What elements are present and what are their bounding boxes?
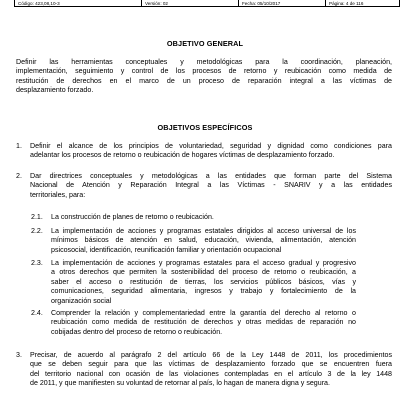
- general-objective-text: [16, 58, 392, 96]
- subitem-line: saber el acceso o restitución de tierras, los servicios públicos básicos, vías y: [51, 277, 356, 286]
- subitem-line: La implementación de acciones y programas estatales para el acceso gradual y progresivo: [51, 259, 356, 267]
- subitem-line: a otros derechos que permiten la sostenibilidad del proceso de retorno o reubicación, a: [51, 268, 356, 277]
- item-line: Definir el alcance de los principios de voluntariedad, seguridad y dignidad como condiciones para: [30, 142, 392, 150]
- header-page: Página: 4 de 116: [326, 0, 400, 7]
- specific-objective-2: [30, 172, 392, 200]
- subitem-line: organización social: [51, 296, 112, 305]
- subitem-line: mínimos básicos de atención en salud, educación, vivienda, alimentación, atención: [51, 236, 356, 245]
- subitem-line: cobijadas dentro del proceso de retorno o reubicación.: [51, 327, 223, 336]
- subitem-number: 2.1.: [31, 213, 43, 221]
- specific-objectives-title: OBJETIVOS ESPECÍFICOS: [157, 123, 253, 132]
- general-line: implementación, seguimiento y control de los procesos de retorno y reubicación como medida de: [16, 67, 392, 76]
- item-line: territoriales, para:: [30, 190, 86, 199]
- item-line: Precisar, de acuerdo al parágrafo 2 del artículo 66 de la Ley 1448 de 2011, los procedimientos: [30, 351, 392, 359]
- item-number: 3.: [16, 351, 22, 359]
- item-line: Dar directrices conceptuales y metodológicas a las entidades que forman parte del Sistema: [30, 172, 392, 180]
- subitem-line: Comprender la relación y complementariedad entre la garantía del derecho al retorno o: [51, 309, 356, 317]
- specific-objective-3: [30, 351, 392, 389]
- item-line: Nacional de Atención y Reparación Integral a las Víctimas - SNARIV y a las entidades: [30, 181, 392, 190]
- subitem-2-1: [51, 213, 356, 222]
- item-line: adelantar los procesos de retorno o reubicación de hogares víctimas de desplazamiento forzado.: [30, 151, 335, 160]
- subitem-2-2: [51, 227, 356, 255]
- subitem-2-3: [51, 259, 356, 306]
- subitem-line: La implementación de acciones y programas estatales dirigidos al acceso universal de los: [51, 227, 356, 235]
- subitem-line: reubicación como medida de restitución de derechos y otras medidas de reparación no: [51, 318, 356, 327]
- subitem-line: psicosocial, identificación, reunificación familiar y orientación ocupacional: [51, 245, 282, 254]
- general-line: restitución de derechos en el marco de un proceso de reparación integral a las víctimas de: [16, 76, 392, 85]
- item-line: que se deben seguir para que las víctimas de desplazamiento forzado que se encuentren fuera: [30, 360, 392, 369]
- document-header-table: [14, 0, 400, 7]
- subitem-line: comunicaciones, seguridad alimentaria, ingresos y trabajo y fortalecimiento de la: [51, 287, 356, 296]
- subitem-number: 2.4.: [31, 309, 43, 317]
- subitem-number: 2.2.: [31, 227, 43, 235]
- header-code: Código: 423,08,10-3: [15, 0, 142, 7]
- header-version: Versión: 02: [142, 0, 239, 7]
- item-number: 1.: [16, 142, 22, 150]
- general-line: Definir las herramientas conceptuales y metodológicas para la coordinación, planeación,: [16, 58, 392, 66]
- item-number: 2.: [16, 172, 22, 180]
- subitem-2-4: [51, 309, 356, 337]
- header-date: Fecha: 05/10/2017: [239, 0, 326, 7]
- item-line: de 2011, y que manifiesten su voluntad de retornar al país, lo hagan de manera digna y segura.: [30, 379, 330, 388]
- general-line: desplazamiento forzado.: [16, 86, 94, 95]
- subitem-line: La construcción de planes de retorno o reubicación.: [51, 213, 214, 221]
- specific-objective-1: [30, 142, 392, 161]
- general-objective-title: OBJETIVO GENERAL: [166, 39, 244, 48]
- subitem-number: 2.3.: [31, 259, 43, 267]
- item-line: del territorio nacional con ocasión de las violaciones contempladas en el artículo 3 de la ley 1448: [30, 369, 392, 378]
